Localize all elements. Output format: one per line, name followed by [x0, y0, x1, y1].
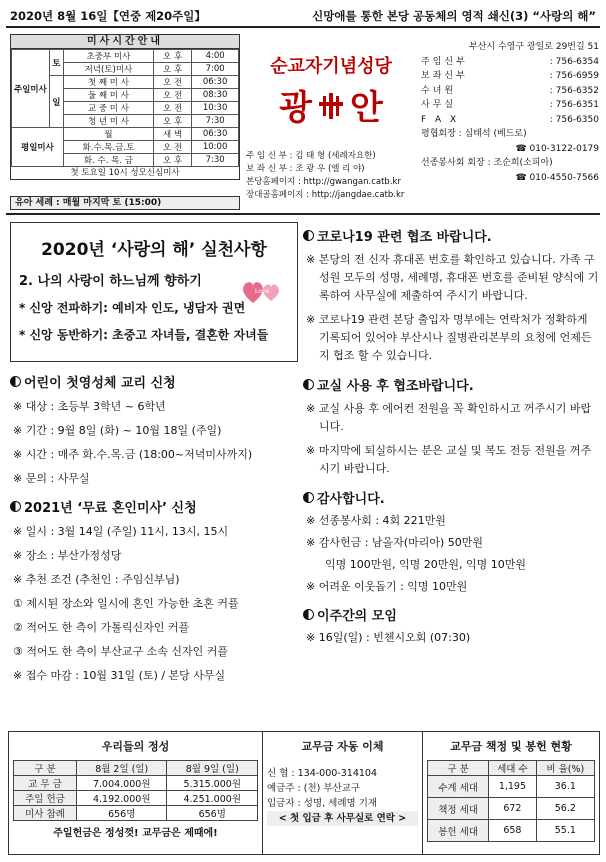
depositor-note: 입금자 : 성명, 세례명 기재	[267, 798, 378, 809]
half-circle-bullet-icon	[303, 379, 314, 390]
issue-date: 2020년 8월 16일【연중 제20주일】	[10, 9, 206, 23]
logo-subtitle: 순교자기념성당	[270, 56, 392, 77]
notice-item: ② 적어도 한 측이 가톨릭신자인 커플	[13, 621, 190, 634]
notice-item: ※ 본당의 전 신자 휴대폰 번호를 확인하고 있습니다. 가족 구성원 모두의 성명, 세례명, 휴대폰 번호를 준비된 양식에 기록하여 사무실에 제출하여 주시기 바랍니다.	[306, 253, 599, 302]
contact-row: 주임신부 : 756-6354	[421, 56, 599, 67]
status-title: 교무금 책정 및 봉헌 현황	[450, 740, 572, 753]
sun-label: 일	[49, 76, 63, 128]
cross-emblem-icon	[316, 90, 346, 120]
contact-row: 보좌신부 : 756-6959	[421, 71, 599, 81]
notice-item: 익명 100만원, 익명 20만원, 익명 10만원	[325, 558, 526, 571]
notice-item: ※ 장소 : 부산가정성당	[13, 549, 122, 562]
notice-item: ※ 선종봉사회 : 4회 221만원	[306, 514, 446, 527]
sat-label: 토	[49, 50, 63, 76]
sunday-label: 주일미사	[12, 50, 50, 128]
status-table: 구 분 세대 수 비 율(%) 수계 세대 1,195 36.1 책정 세대 672 56.2 봉헌 세대 658 55.1	[427, 760, 595, 842]
staff-line: 주 임 신 부 : 김 태 형 (세례자요한)	[246, 151, 376, 161]
homepage-link[interactable]: 본당홈페이지 : http://gwangan.catb.kr	[246, 177, 401, 187]
wedding-heading: 2021년 ‘무료 혼인미사’ 신청	[10, 497, 298, 516]
mass-time: 7:30	[192, 115, 239, 128]
offering-note: 주일헌금은 정성껏! 교무금은 제때에!	[53, 828, 218, 839]
practice-line-2: * 신앙 동반하기: 초중고 자녀들, 결혼한 자녀들	[19, 328, 269, 342]
mass-name: 첫 째 미 사	[63, 76, 153, 89]
mass-name: 초중부 미사	[63, 50, 153, 63]
offering-table: 구 분 8월 2일 (일) 8월 9일 (일) 교 무 금 7.004.000원 5.315.000원 주일 헌금 4.192.000원 4.251.000원 미사 참례 656명 656명	[13, 760, 258, 821]
mass-ampm: 오 전	[154, 141, 192, 154]
mass-name: 둘 째 미 사	[63, 89, 153, 102]
header	[6, 30, 600, 210]
mass-time: 7:00	[192, 63, 239, 76]
mass-time: 08:30	[192, 89, 239, 102]
mass-ampm: 오 전	[154, 76, 192, 89]
transfer-details	[267, 766, 418, 826]
notice-item: ※ 문의 : 사무실	[13, 472, 90, 485]
notice-item: ※ 일시 : 3월 14일 (주일) 11시, 13시, 15시	[13, 525, 229, 538]
vincent-phone: ☎ 010-4550-7566	[515, 172, 599, 183]
practice-line-1: * 신앙 전파하기: 예비자 인도, 냉담자 권면	[19, 301, 246, 315]
contact-row: 수녀원 : 756-6352	[421, 85, 599, 96]
notice-item: ※ 시간 : 매주 화.수.목.금 (18:00~저녁미사까지)	[13, 448, 253, 461]
infant-baptism-note: 유아 세례 : 매월 마지막 토 (15:00)	[10, 196, 240, 210]
schedule-title: 미사시간안내	[11, 35, 239, 49]
top-bar	[6, 6, 600, 28]
mass-name: 화. 수. 목. 금	[63, 154, 153, 167]
svg-text:Love: Love	[255, 288, 270, 295]
mass-name: 저녁(토)미사	[63, 63, 153, 76]
mass-name: 교 중 미 사	[63, 102, 153, 115]
logo-title-left: 광	[279, 88, 312, 128]
half-circle-bullet-icon	[303, 492, 314, 503]
left-column	[10, 222, 298, 684]
meeting-heading: 이주간의 모임	[303, 605, 600, 624]
half-circle-bullet-icon	[303, 609, 314, 620]
header-divider	[6, 213, 600, 215]
mass-ampm: 오 후	[154, 63, 192, 76]
bank-account: 신 협 : 134-000-314104	[267, 768, 378, 779]
table-row: 교 무 금 7.004.000원 5.315.000원	[14, 776, 258, 791]
offering-title: 우리들의 정성	[101, 740, 170, 753]
parish-logo	[246, 34, 416, 210]
status-panel	[423, 732, 599, 854]
notice-item: ※ 추천 조건 (추천인 : 주임신부님)	[13, 573, 180, 586]
contact-row: 사무실 : 756-6351	[421, 100, 599, 110]
weekday-label: 평일미사	[12, 128, 64, 167]
mass-time: 10:00	[192, 141, 239, 154]
table-row: 봉헌 세대 658 55.1	[428, 820, 595, 842]
first-saturday-note: 첫 토요일 10시 성모신심미사	[70, 168, 180, 178]
right-column	[303, 222, 600, 646]
notice-item: ※ 감사헌금 : 남올자(마리아) 50만원	[306, 536, 484, 549]
mass-ampm: 오 후	[154, 154, 192, 167]
half-circle-bullet-icon	[303, 230, 314, 241]
offering-panel	[9, 732, 263, 854]
mass-ampm: 새 벽	[154, 128, 192, 141]
thanks-heading: 감사합니다.	[303, 488, 600, 507]
practice-box	[10, 222, 298, 362]
account-holder: 예금주 : (천) 부산교구	[267, 783, 361, 794]
mass-time: 7:30	[192, 154, 239, 167]
notice-item: ※ 코로나19 관련 본당 출입자 명부에는 연락처가 정확하게 기록되어 있어야 부산시나 질병관리본부의 요청에 언제든지 협조 할 수 있습니다.	[306, 313, 592, 362]
staff-line: 보 좌 신 부 : 조 광 우 (엘 리 야)	[246, 164, 365, 174]
notice-item: ※ 대상 : 초등부 3학년 ~ 6학년	[13, 400, 166, 413]
practice-subtitle: 2. 나의 사랑이 하느님께 향하기	[19, 274, 202, 289]
transfer-title: 교무금 자동 이체	[301, 740, 384, 753]
vincent-president: 선종봉사회 회장 : 조순희(소피아)	[421, 158, 553, 168]
notice-item: ※ 기간 : 9월 8일 (화) ~ 10월 18일 (주일)	[13, 424, 222, 437]
table-row: 미사 참례 656명 656명	[14, 806, 258, 821]
contact-row: F A X : 756-6350	[421, 114, 599, 125]
table-row: 책정 세대 672 56.2	[428, 798, 595, 820]
bottom-panel	[8, 731, 600, 855]
contact-info	[421, 40, 599, 185]
notice-item: ③ 적어도 한 측이 부산교구 소속 신자인 커플	[13, 645, 228, 658]
mass-time: 10:30	[192, 102, 239, 115]
mass-ampm: 오 후	[154, 115, 192, 128]
mass-name: 월	[63, 128, 153, 141]
address: 부산시 수영구 광일로 29번길 51	[469, 42, 599, 52]
love-hearts-icon	[241, 277, 285, 305]
council-phone: ☎ 010-3122-0179	[515, 143, 599, 154]
notice-item: ① 제시된 장소와 일시에 혼인 가능한 초혼 커플	[13, 597, 239, 610]
mass-time: 06:30	[192, 76, 239, 89]
table-row: 수계 세대 1,195 36.1	[428, 776, 595, 798]
classroom-heading: 교실 사용 후 협조바랍니다.	[303, 375, 600, 394]
half-circle-bullet-icon	[10, 501, 21, 512]
staff-list	[246, 150, 421, 202]
notice-item: ※ 어려운 이웃돕기 : 익명 10만원	[306, 580, 468, 593]
mass-ampm: 오 전	[154, 102, 192, 115]
notice-item: ※ 접수 마감 : 10월 31일 (토) / 본당 사무실	[13, 669, 226, 682]
practice-title: 2020년 ‘사랑의 해’ 실천사항	[41, 240, 267, 260]
mass-name: 화.수.목.금.토	[63, 141, 153, 154]
transfer-panel	[263, 732, 423, 854]
council-president: 평협회장 : 심태석 (베드로)	[421, 129, 527, 139]
schedule-table	[11, 49, 239, 167]
mass-time: 4:00	[192, 50, 239, 63]
first-communion-heading: 어린이 첫영성체 교리 신청	[10, 372, 298, 391]
mass-ampm: 오 후	[154, 50, 192, 63]
mass-ampm: 오 전	[154, 89, 192, 102]
slogan: 신망애를 통한 본당 공동체의 영적 쇄신(3) “사랑의 해”	[312, 9, 596, 23]
notice-item: ※ 16일(일) : 빈첸시오회 (07:30)	[306, 631, 471, 644]
transfer-notice: < 첫 입금 후 사무실로 연락 >	[267, 811, 418, 826]
table-row: 주일 헌금 4.192.000원 4.251.000원	[14, 791, 258, 806]
mass-schedule	[10, 34, 240, 180]
covid-heading: 코로나19 관련 협조 바랍니다.	[303, 226, 600, 245]
homepage-link[interactable]: 장대골홈페이지 : http://jangdae.catb.kr	[246, 190, 405, 200]
mass-name: 청 년 미 사	[63, 115, 153, 128]
half-circle-bullet-icon	[10, 376, 21, 387]
logo-title-right: 안	[350, 88, 383, 128]
notice-item: ※ 교실 사용 후 에어컨 전원을 꼭 확인하시고 꺼주시기 바랍니다.	[306, 402, 592, 433]
logo-title	[246, 80, 416, 129]
mass-time: 06:30	[192, 128, 239, 141]
notice-item: ※ 마지막에 퇴실하시는 분은 교실 및 복도 전등 전원을 꺼주시기 바랍니다.	[306, 444, 592, 475]
